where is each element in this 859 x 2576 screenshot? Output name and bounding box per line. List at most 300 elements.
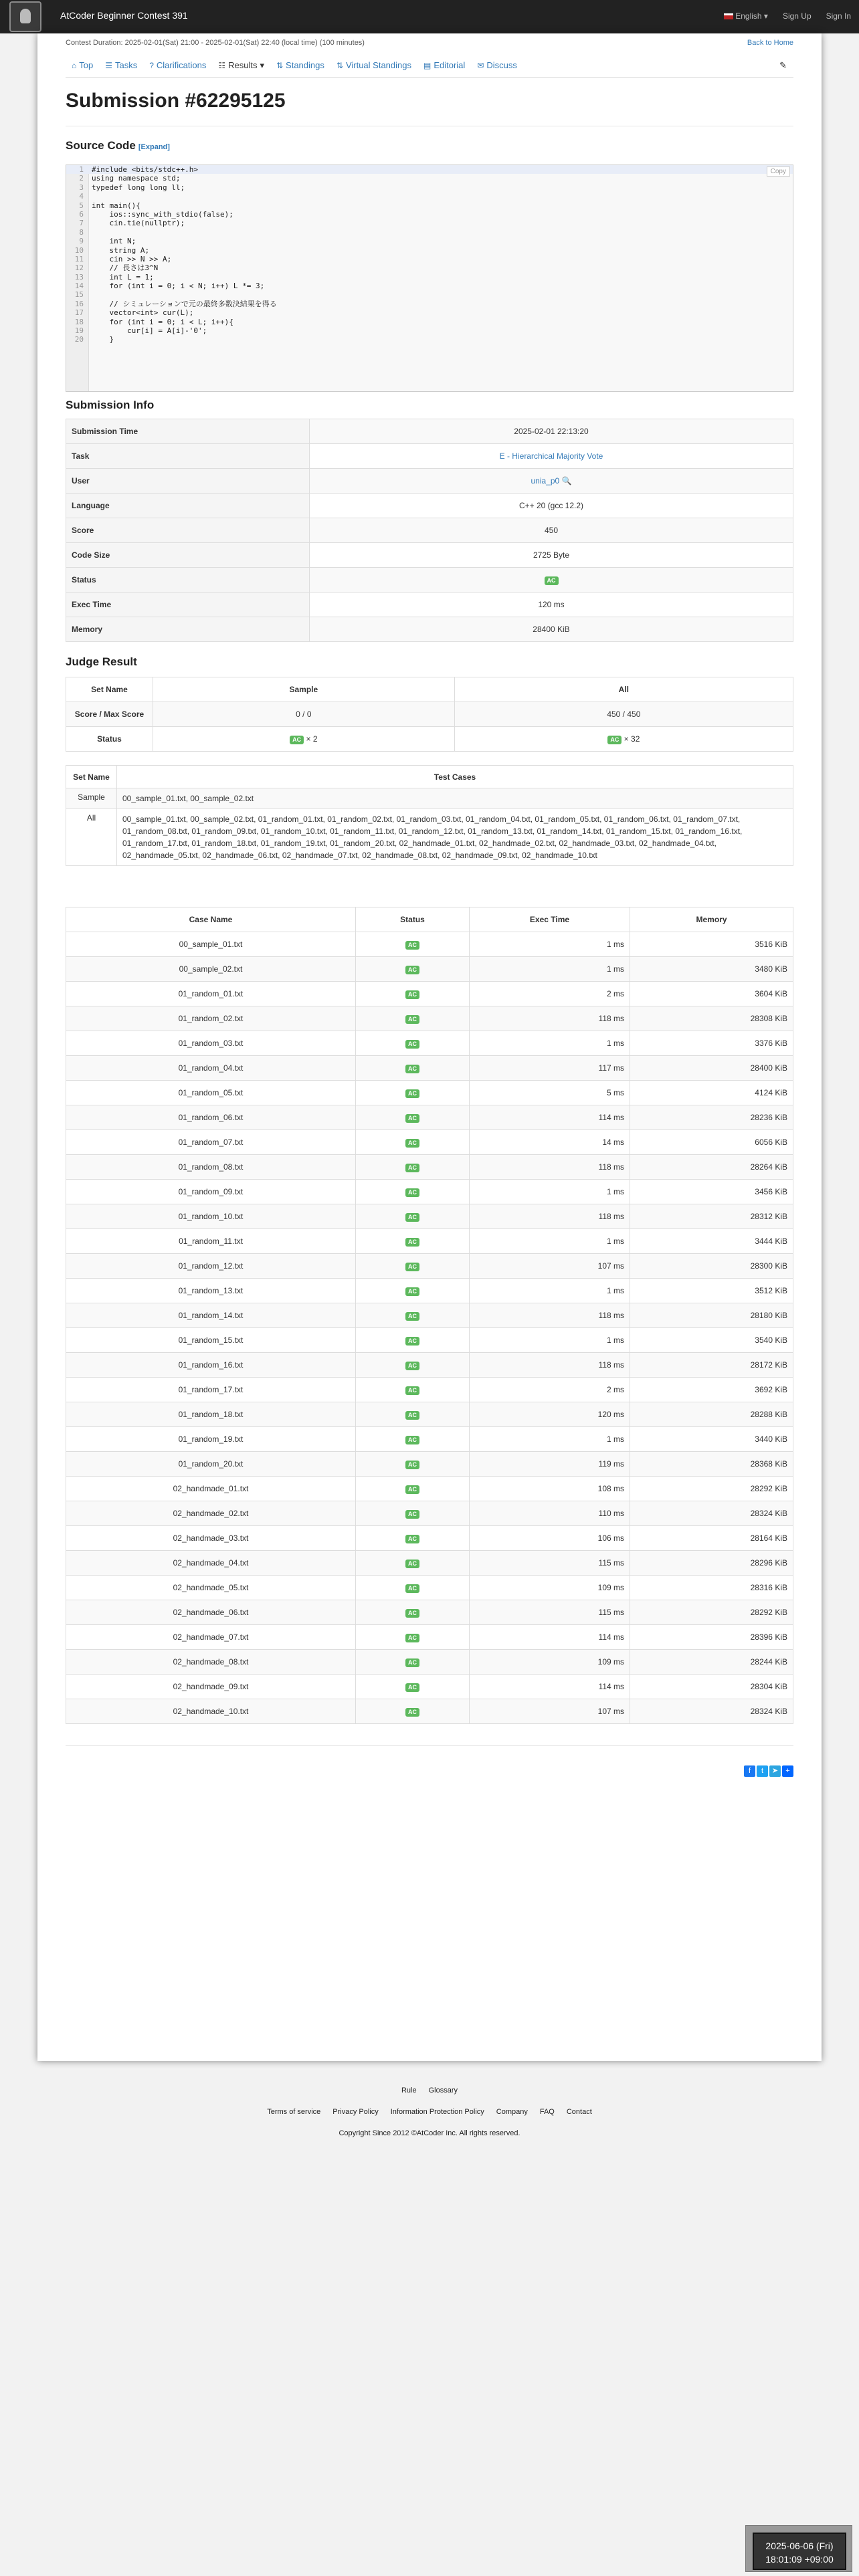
case-name: 02_handmade_02.txt [66,1501,356,1526]
task-cell [310,444,793,469]
case-status-cell [356,1675,470,1699]
facebook-share-icon[interactable]: f [744,1765,755,1777]
table-row [66,1501,793,1526]
caret-down-icon: ▾ [260,60,264,70]
table-row [66,1576,793,1600]
score-value: 450 [310,518,793,543]
pin-icon: ✎ [779,60,787,70]
set-name: All [66,809,117,866]
table-row [66,1056,793,1081]
table-row [66,1675,793,1699]
table-row [66,1699,793,1724]
case-name: 02_handmade_07.txt [66,1625,356,1650]
signup-link[interactable]: Sign Up [782,11,812,21]
clock-date: 2025-06-06 (Fri) [765,2541,834,2551]
tab-virtual-standings[interactable] [330,53,417,77]
case-status-cell [356,932,470,957]
tab-tasks[interactable] [99,53,143,77]
tab-clarifications[interactable] [143,53,212,77]
case-name: 02_handmade_01.txt [66,1477,356,1501]
status-badge: AC [405,1188,419,1197]
case-memory: 28292 KiB [630,1477,793,1501]
page-footer [0,2086,859,2137]
code-text: string A; [92,245,150,255]
case-memory: 28244 KiB [630,1650,793,1675]
score-sample: 0 / 0 [153,702,455,727]
footer-glossary-link[interactable]: Glossary [428,2086,458,2095]
judge-header-row [66,677,793,702]
language-label: English [735,11,762,21]
case-exec-time: 107 ms [470,1699,630,1724]
case-name: 01_random_15.txt [66,1328,356,1353]
table-row [66,1130,793,1155]
twitter-share-icon[interactable]: t [757,1765,768,1777]
status-badge: AC [405,1065,419,1073]
case-name: 02_handmade_03.txt [66,1526,356,1551]
case-memory: 28288 KiB [630,1402,793,1427]
cases-header-memory: Memory [630,907,793,932]
status-badge: AC [607,736,622,744]
code-text: int main(){ [92,201,140,210]
case-memory: 28312 KiB [630,1204,793,1229]
submission-info-heading: Submission Info [66,399,155,411]
status-cell [310,568,793,593]
case-name: 02_handmade_08.txt [66,1650,356,1675]
tab-discuss[interactable] [471,53,523,77]
more-share-icon[interactable]: + [782,1765,793,1777]
table-row [66,932,793,957]
case-name: 02_handmade_10.txt [66,1699,356,1724]
case-name: 01_random_04.txt [66,1056,356,1081]
table-row [66,982,793,1006]
table-row [66,1180,793,1204]
code-text: int L = 1; [92,272,154,282]
info-row-language [66,494,793,518]
table-row [66,1279,793,1303]
code-line [66,165,793,174]
footer-company-link[interactable]: Company [496,2108,528,2116]
case-exec-time: 1 ms [470,1031,630,1056]
info-key: Score [66,518,310,543]
case-exec-time: 119 ms [470,1452,630,1477]
case-status-cell [356,1625,470,1650]
case-exec-time: 107 ms [470,1254,630,1279]
case-memory: 28324 KiB [630,1699,793,1724]
info-key: Task [66,444,310,469]
case-status-cell [356,1130,470,1155]
case-name: 01_random_03.txt [66,1031,356,1056]
duration-value: 2025-02-01(Sat) 21:00 - 2025-02-01(Sat) 22:40 (local time) (100 minutes) [124,39,365,47]
case-memory: 28308 KiB [630,1006,793,1031]
case-name: 01_random_18.txt [66,1402,356,1427]
back-to-home-link[interactable]: Back to Home [747,39,793,47]
code-text: using namespace std; [92,174,181,183]
info-row-submission-time [66,419,793,444]
case-status-cell [356,1105,470,1130]
main-panel [37,33,822,2061]
status-badge: AC [405,1312,419,1321]
code-line [66,228,793,237]
code-line [66,282,793,290]
share-buttons [744,1765,793,1777]
tab-top[interactable] [66,53,99,77]
table-row [66,1477,793,1501]
case-exec-time: 1 ms [470,1328,630,1353]
status-badge: AC [405,1015,419,1024]
status-badge: AC [545,576,559,585]
question-icon: ? [149,60,154,70]
status-sample-count: × 2 [306,734,318,744]
case-status-cell [356,1006,470,1031]
case-status-cell [356,1056,470,1081]
clock-widget [745,2525,852,2572]
line-number: 17 [74,308,84,318]
test-sets-table [66,765,793,866]
case-memory: 28324 KiB [630,1501,793,1526]
case-name: 01_random_16.txt [66,1353,356,1378]
code-line [66,263,793,272]
case-name: 01_random_10.txt [66,1204,356,1229]
book-icon: ▤ [423,60,432,70]
case-exec-time: 109 ms [470,1576,630,1600]
task-link[interactable]: E - Hierarchical Majority Vote [499,451,603,461]
status-badge: AC [405,1040,419,1049]
code-line [66,255,793,263]
flag-icon [724,13,733,19]
status-badge: AC [405,1609,419,1618]
status-badge: AC [405,1436,419,1444]
code-line [66,210,793,219]
top-navbar [0,0,859,33]
footer-row-2 [0,2108,859,2116]
code-line [66,290,793,299]
case-memory: 3540 KiB [630,1328,793,1353]
case-name: 01_random_20.txt [66,1452,356,1477]
case-name: 01_random_05.txt [66,1081,356,1105]
case-exec-time: 117 ms [470,1056,630,1081]
case-memory: 28396 KiB [630,1625,793,1650]
case-status-cell [356,1353,470,1378]
table-row [66,1229,793,1254]
status-all-cell [454,727,793,752]
code-text: for (int i = 0; i < N; i++) L *= 3; [92,282,265,291]
case-exec-time: 118 ms [470,1006,630,1031]
tab-standings[interactable] [270,53,330,77]
copy-button[interactable]: Copy [767,167,790,177]
case-exec-time: 1 ms [470,1180,630,1204]
contest-duration [66,39,365,47]
source-code-block[interactable] [66,165,793,392]
case-exec-time: 115 ms [470,1600,630,1625]
sets-header-row [66,766,793,788]
line-number: 19 [74,326,84,336]
code-line [66,273,793,282]
footer-privacy-link[interactable]: Privacy Policy [332,2108,379,2116]
bottom-divider [66,1745,793,1746]
table-row [66,957,793,982]
code-size-value: 2725 Byte [310,543,793,568]
list-icon: ☰ [105,60,112,70]
case-status-cell [356,1081,470,1105]
info-row-user [66,469,793,494]
case-status-cell [356,1279,470,1303]
case-status-cell [356,1328,470,1353]
case-memory: 28368 KiB [630,1452,793,1477]
expand-source-link[interactable]: [Expand] [138,143,170,151]
source-code-heading [66,139,170,152]
language-dropdown[interactable]: English ▾ [724,11,768,21]
cases-header-row [66,907,793,932]
set-row-sample [66,788,793,809]
status-badge: AC [405,1164,419,1172]
code-text: vector<int> cur(L); [92,308,194,318]
line-number: 8 [79,227,84,237]
code-text: cur[i] = A[i]-'0'; [92,326,207,336]
case-name: 01_random_19.txt [66,1427,356,1452]
case-exec-time: 114 ms [470,1675,630,1699]
code-text: int N; [92,237,136,246]
table-row [66,1600,793,1625]
case-status-cell [356,1452,470,1477]
table-row [66,1105,793,1130]
case-memory: 28164 KiB [630,1526,793,1551]
clock-time: 18:01:09 +09:00 [765,2554,834,2565]
case-status-cell [356,1229,470,1254]
memory-value: 28400 KiB [310,617,793,642]
case-exec-time: 115 ms [470,1551,630,1576]
case-memory: 28172 KiB [630,1353,793,1378]
case-memory: 28236 KiB [630,1105,793,1130]
case-name: 01_random_07.txt [66,1130,356,1155]
comment-icon: ✉ [477,60,484,70]
table-row [66,1526,793,1551]
case-memory: 28300 KiB [630,1254,793,1279]
case-memory: 28180 KiB [630,1303,793,1328]
case-status-cell [356,1526,470,1551]
line-number: 14 [74,282,84,291]
code-lines [66,165,793,344]
case-memory: 3444 KiB [630,1229,793,1254]
status-badge: AC [405,1238,419,1247]
sets-header-cases: Test Cases [117,766,793,788]
status-badge: AC [405,1560,419,1568]
case-exec-time: 2 ms [470,1378,630,1402]
judge-header-set: Set Name [66,677,153,702]
status-badge: AC [405,966,419,974]
code-text: #include <bits/stdc++.h> [92,165,198,174]
case-memory: 28400 KiB [630,1056,793,1081]
case-status-cell [356,982,470,1006]
case-memory: 4124 KiB [630,1081,793,1105]
contest-brand-link[interactable]: AtCoder Beginner Contest 391 [60,10,188,21]
case-exec-time: 118 ms [470,1155,630,1180]
results-list-icon: ☷ [218,60,226,70]
table-row [66,1155,793,1180]
footer-ipp-link[interactable]: Information Protection Policy [390,2108,484,2116]
case-status-cell [356,1303,470,1328]
page-title: Submission #62295125 [66,90,286,112]
case-exec-time: 114 ms [470,1625,630,1650]
judge-result-heading: Judge Result [66,655,137,668]
table-row [66,1353,793,1378]
info-key: Submission Time [66,419,310,444]
case-name: 02_handmade_04.txt [66,1551,356,1576]
home-icon: ⌂ [72,60,77,70]
user-link[interactable]: unia_p0 [531,476,560,486]
line-number: 3 [79,183,84,192]
table-row [66,1204,793,1229]
line-number: 18 [74,317,84,326]
line-number: 16 [74,299,84,308]
case-status-cell [356,1699,470,1724]
case-exec-time: 1 ms [470,1229,630,1254]
code-text: typedef long long ll; [92,183,185,192]
case-memory: 3480 KiB [630,957,793,982]
line-number: 20 [74,335,84,344]
case-status-cell [356,1427,470,1452]
case-name: 00_sample_02.txt [66,957,356,982]
search-icon[interactable]: 🔍 [561,476,572,486]
score-label: Score / Max Score [66,702,153,727]
set-row-all [66,809,793,866]
table-row [66,1551,793,1576]
contest-nav-tabs [66,53,793,78]
status-badge: AC [405,990,419,999]
info-key: Language [66,494,310,518]
case-status-cell [356,957,470,982]
status-badge: AC [405,1658,419,1667]
telegram-share-icon[interactable]: ➤ [769,1765,781,1777]
case-status-cell [356,1477,470,1501]
sort-icon: ⇅ [276,60,284,70]
signin-link[interactable]: Sign In [826,11,851,21]
status-label: Status [66,727,153,752]
tab-editorial[interactable] [417,53,471,77]
line-number: 13 [74,272,84,282]
tab-virtual-standings-label: Virtual Standings [345,60,411,70]
code-line [66,192,793,201]
code-text: } [92,335,114,344]
case-name: 01_random_13.txt [66,1279,356,1303]
case-name: 02_handmade_06.txt [66,1600,356,1625]
table-row [66,1254,793,1279]
status-badge: AC [405,1139,419,1148]
case-exec-time: 110 ms [470,1501,630,1526]
status-badge: AC [405,1114,419,1123]
case-exec-time: 109 ms [470,1650,630,1675]
case-exec-time: 1 ms [470,932,630,957]
case-exec-time: 106 ms [470,1526,630,1551]
judge-status-row [66,727,793,752]
cases-body [66,932,793,1724]
code-text: cin.tie(nullptr); [92,219,185,228]
table-row [66,1452,793,1477]
case-name: 00_sample_01.txt [66,932,356,957]
status-sample-cell [153,727,455,752]
sets-header-name: Set Name [66,766,117,788]
case-memory: 28264 KiB [630,1155,793,1180]
case-name: 02_handmade_05.txt [66,1576,356,1600]
clock-display [753,2533,846,2570]
case-exec-time: 120 ms [470,1402,630,1427]
case-exec-time: 108 ms [470,1477,630,1501]
footer-faq-link[interactable]: FAQ [539,2108,555,2116]
case-exec-time: 2 ms [470,982,630,1006]
case-name: 01_random_14.txt [66,1303,356,1328]
info-row-exec-time [66,593,793,617]
line-number: 1 [79,165,84,174]
info-key: Exec Time [66,593,310,617]
language-value: C++ 20 (gcc 12.2) [310,494,793,518]
set-cases: 00_sample_01.txt, 00_sample_02.txt [117,788,793,809]
case-name: 01_random_06.txt [66,1105,356,1130]
status-badge: AC [405,1461,419,1469]
code-line [66,318,793,326]
status-badge: AC [405,1510,419,1519]
case-status-cell [356,1204,470,1229]
submission-time-value: 2025-02-01 22:13:20 [310,419,793,444]
code-line [66,219,793,227]
case-memory: 6056 KiB [630,1130,793,1155]
case-status-cell [356,1402,470,1427]
footer-row-1 [0,2086,859,2095]
case-memory: 3376 KiB [630,1031,793,1056]
status-badge: AC [405,1535,419,1543]
line-number: 11 [74,254,84,263]
tab-standings-label: Standings [286,60,324,70]
tab-top-label: Top [79,60,94,70]
status-badge: AC [405,1287,419,1296]
status-badge: AC [405,1213,419,1222]
user-cell [310,469,793,494]
footer-terms-link[interactable]: Terms of service [267,2108,321,2116]
case-exec-time: 1 ms [470,1279,630,1303]
table-row [66,1303,793,1328]
line-number: 6 [79,209,84,219]
line-number: 10 [74,245,84,255]
sort-icon: ⇅ [336,60,343,70]
atcoder-logo-icon[interactable] [9,1,41,32]
case-memory: 28316 KiB [630,1576,793,1600]
case-exec-time: 118 ms [470,1353,630,1378]
code-line [66,335,793,344]
status-badge: AC [405,1263,419,1271]
case-status-cell [356,1650,470,1675]
case-name: 02_handmade_09.txt [66,1675,356,1699]
footer-contact-link[interactable]: Contact [566,2108,592,2116]
pin-nav-button[interactable] [773,53,793,77]
code-line [66,174,793,183]
case-status-cell [356,1155,470,1180]
footer-rule-link[interactable]: Rule [401,2086,417,2095]
judge-result-table [66,677,793,752]
info-row-score [66,518,793,543]
top-nav-links [724,11,851,21]
table-row [66,1650,793,1675]
status-badge: AC [405,1386,419,1395]
table-row [66,1328,793,1353]
status-badge: AC [290,736,304,744]
score-all: 450 / 450 [454,702,793,727]
tab-results[interactable] [212,53,270,77]
status-badge: AC [405,941,419,950]
info-key: Status [66,568,310,593]
case-memory: 3440 KiB [630,1427,793,1452]
case-exec-time: 118 ms [470,1303,630,1328]
case-memory: 3692 KiB [630,1378,793,1402]
source-code-heading-text: Source Code [66,139,136,152]
case-name: 01_random_02.txt [66,1006,356,1031]
